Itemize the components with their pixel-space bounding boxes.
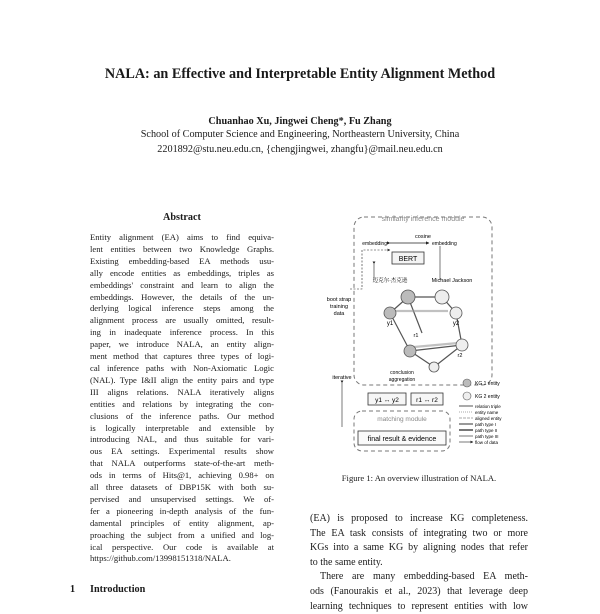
relation-pair-label: r1 ↔ r2 [416, 397, 438, 404]
conclusion-label-1: conclusion [390, 370, 414, 376]
bootstrap-label-3: data [333, 311, 345, 317]
body-line: ods (Fanourakis et al., 2023) that leverage deep [310, 585, 528, 597]
abstract-line: clusions of the inference paths. Our method [90, 410, 274, 421]
abstract-line: ods in terms of Hits@1, achieving 0.98+ on [90, 470, 274, 481]
abstract-line: derlying logical inference steps among the [90, 303, 274, 314]
section-heading [70, 584, 145, 595]
legend-aligned: aligned entity [475, 416, 502, 421]
abstract-heading: Abstract [163, 212, 201, 223]
embedding-left-label: embedding [362, 241, 387, 247]
abstract-line: all three datasets of DBP15K with both su- [90, 482, 274, 493]
abstract-line: (NAL). Type I&II align the entity pairs and type [90, 374, 274, 385]
abstract-line: cal inference paths with Non-Axiomatic Logic [90, 362, 274, 373]
legend-path1: path type I [475, 422, 497, 427]
legend-kg2: KG 2 entity [475, 394, 500, 400]
node-y1 [384, 307, 396, 319]
paper-title: NALA: an Effective and Interpretable Entity Alignment Method [104, 66, 496, 82]
abstract-line: ous EA settings. Experimental results show [90, 446, 274, 457]
abstract-line: ally encode entities as embeddings, triples as [90, 267, 274, 278]
chinese-name-label: 迈克尔·杰克逊 [372, 278, 408, 284]
legend-relation: relation triple [475, 404, 501, 409]
legend-entity-name: entity name [475, 410, 499, 415]
abstract-line: alignment process are usually omitted, result- [90, 315, 274, 326]
abstract-line: embeddings' constraint and learn to align the [90, 279, 274, 290]
paper-affiliation: School of Computer Science and Engineering, Northeastern University, China [140, 129, 460, 140]
kg1-node [401, 290, 415, 304]
abstract-body [90, 232, 274, 565]
body-line: (EA) is proposed to increase KG completeness. [310, 513, 528, 524]
abstract-line: Existing embedding-based EA methods usu- [90, 255, 274, 266]
figure-caption: Figure 1: An overview illustration of NALA. [341, 473, 497, 483]
abstract-line: that NALA outperforms state-of-the-art meth- [90, 458, 274, 469]
body-line: The EA task consists of integrating two or more [310, 527, 528, 539]
body-line: to the same entity. [310, 556, 383, 568]
legend-kg2-swatch [463, 392, 471, 400]
abstract-line: is logically interpretable and extensible by [90, 422, 274, 433]
figure-legend [459, 379, 502, 445]
abstract-line: ical perspective. Our code is available at [90, 541, 274, 552]
bert-label: BERT [398, 256, 418, 263]
legend-path2: path type II [475, 428, 498, 433]
legend-kg1: KG 1 entity [475, 381, 500, 387]
abstract-line: paper, we introduce NALA, an entity align- [90, 339, 274, 350]
legend-path3: path type III [475, 434, 499, 439]
node-y2-label: y2 [452, 321, 460, 327]
similarity-module-label: similarity inference module [381, 216, 465, 223]
abstract-line: lent entities between two Knowledge Graphs. [90, 243, 274, 254]
conclusion-label-2: aggregation [388, 377, 416, 383]
embedding-right-label: embedding [432, 241, 457, 247]
node-y2 [450, 307, 462, 319]
final-result-label: final result & evidence [367, 436, 437, 443]
node-r1-label: r1 [413, 333, 419, 339]
node-r2-label: r2 [457, 353, 463, 359]
bootstrap-label-1: boot strap [326, 297, 352, 303]
entity-pair-label: y1 ↔ y2 [375, 397, 399, 404]
abstract-line: III aligns relations. NALA iteratively aligns [90, 386, 274, 397]
abstract-line: entities and relations by integrating the con- [90, 398, 274, 409]
kg2-node [435, 290, 449, 304]
intro-body [310, 512, 528, 614]
paper-emails: 2201892@stu.neu.edu.cn, {chengjingwei, zhangfu}@mail.neu.edu.cn [157, 144, 443, 155]
body-line: learning techniques to represent entities with low [310, 600, 528, 612]
legend-kg1-swatch [463, 379, 471, 387]
body-line: There are many embedding-based EA meth- [320, 571, 528, 583]
abstract-line: proaching the subject from a unified and log- [90, 529, 274, 540]
bootstrap-label-2: training [329, 304, 349, 310]
abstract-line: ment method that captures three types of logi- [90, 351, 274, 362]
english-name-label: Michael Jackson [431, 278, 473, 284]
paper-authors: Chuanhao Xu, Jingwei Cheng*, Fu Zhang [208, 116, 392, 127]
abstract-line: embeddings. However, the details of the un- [90, 291, 274, 302]
kg1-node [404, 345, 416, 357]
abstract-line: https://github.com/13998151318/NALA. [90, 553, 231, 564]
cosine-label: cosine [415, 234, 431, 240]
abstract-line: pervised and unsupervised settings. We of- [90, 493, 274, 504]
abstract-line: introducing NAL, and thus suitable for vari- [90, 434, 274, 445]
kg2-node [456, 339, 468, 351]
iterative-label: iterative [332, 375, 352, 381]
section-number: 1 [70, 584, 76, 595]
abstract-line: fer a pioneering in-depth analysis of the fun- [90, 505, 274, 516]
abstract-line: damental principles of entity alignment, ap- [90, 517, 274, 528]
section-title: Introduction [90, 584, 146, 595]
abstract-line: ing in inadequate inference process. In this [90, 327, 274, 338]
abstract-line: Entity alignment (EA) aims to find equiva- [90, 232, 274, 242]
overview-figure [312, 205, 512, 470]
node-y1-label: y1 [386, 321, 394, 327]
matching-module-label: matching module [377, 416, 427, 423]
legend-flow: flow of data [475, 440, 499, 445]
graph-edges [390, 297, 462, 367]
kg2-node [429, 362, 439, 372]
inference-paths [394, 311, 458, 347]
body-line: KGs into a same KG by aligning nodes that refer [310, 542, 528, 554]
